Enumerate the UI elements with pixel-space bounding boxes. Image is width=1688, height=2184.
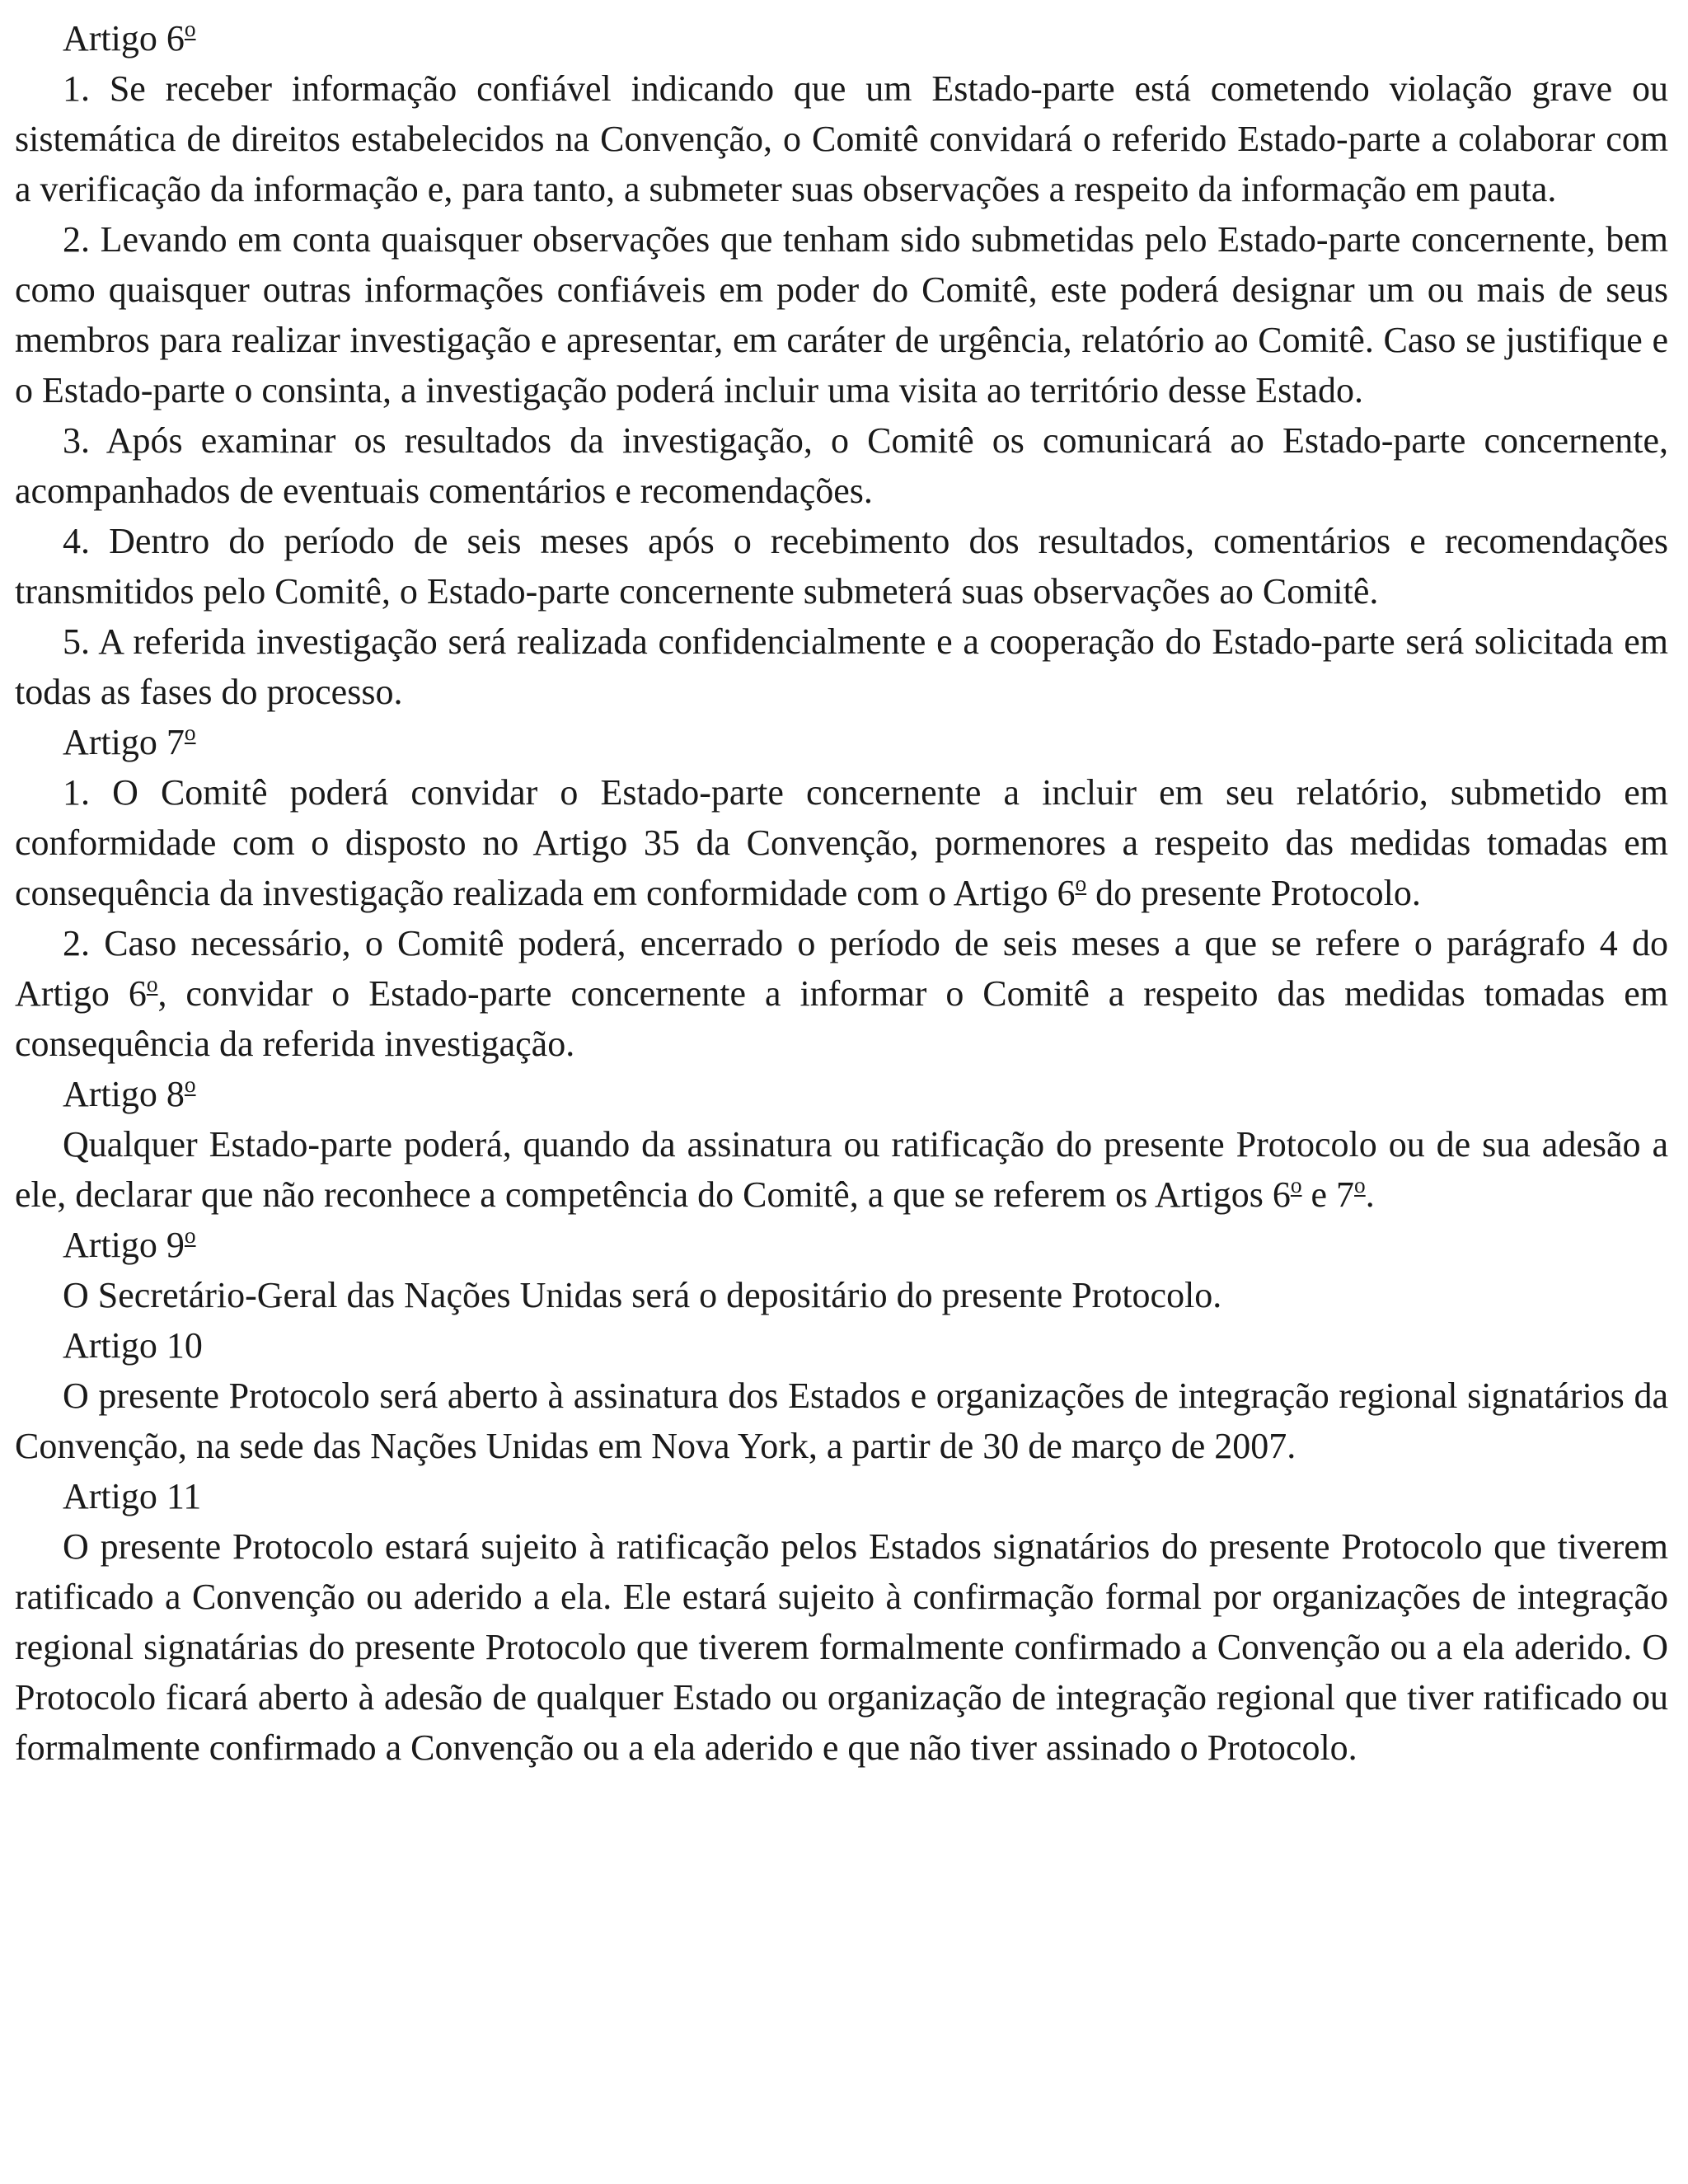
article-8-paragraph-1: Qualquer Estado-parte poderá, quando da assinatura ou ratificação do presente Protocolo ou de sua adesão a ele, declarar que não reconhece a competência do Comitê, a que se referem os Artigos 6$^o$ e 7$^o$. xyxy=(15,1124,1668,1215)
document-page xyxy=(15,13,1668,1773)
article-10-heading: Artigo 10 xyxy=(63,1325,203,1366)
article-7-paragraph-2: 2. Caso necessário, o Comitê poderá, encerrado o período de seis meses a que se refere o parágrafo 4 do Artigo 6$^o$, convidar o Estado-parte concernente a informar o Comitê a respeito das medidas tomadas em consequência da referida investigação. xyxy=(15,923,1668,1064)
article-6-paragraph-5: 5. A referida investigação será realizada confidencialmente e a cooperação do Estado-parte será solicitada em todas as fases do processo. xyxy=(15,621,1668,712)
article-6-paragraph-2: 2. Levando em conta quaisquer observações que tenham sido submetidas pelo Estado-parte concernente, bem como quaisquer outras informações confiáveis em poder do Comitê, este poderá designar um ou mais de seus membros para realizar investigação e apresentar, em caráter de urgência, relatório ao Comitê. Caso se justifique e o Estado-parte o consinta, a investigação poderá incluir uma visita ao território desse Estado. xyxy=(15,219,1668,410)
ordinal-indicator: o xyxy=(1354,1173,1366,1198)
ordinal-indicator: o xyxy=(1290,1173,1302,1198)
article-10-paragraph-1: O presente Protocolo será aberto à assinatura dos Estados e organizações de integração regional signatários da Convenção, na sede das Nações Unidas em Nova York, a partir de 30 de março de 2007. xyxy=(15,1376,1668,1466)
article-9-heading: Artigo 9$^o$ xyxy=(63,1223,196,1265)
article-6-heading: Artigo 6$^o$ xyxy=(63,16,196,59)
article-9-paragraph-1: O Secretário-Geral das Nações Unidas será o depositário do presente Protocolo. xyxy=(63,1275,1222,1315)
ordinal-indicator: o xyxy=(184,1223,196,1249)
article-6-paragraph-1: 1. Se receber informação confiável indicando que um Estado-parte está cometendo violação grave ou sistemática de direitos estabelecidos na Convenção, o Comitê convidará o referido Estado-parte a colaborar com a verificação da informação e, para tanto, a submeter suas observações a respeito da informação em pauta. xyxy=(15,68,1668,209)
article-6-paragraph-4: 4. Dentro do período de seis meses após o recebimento dos resultados, comentários e recomendações transmitidos pelo Comitê, o Estado-parte concernente submeterá suas observações ao Comitê. xyxy=(15,521,1668,612)
article-8-heading: Artigo 8$^o$ xyxy=(63,1072,196,1114)
ordinal-indicator: o xyxy=(184,16,196,42)
article-7-heading: Artigo 7$^o$ xyxy=(63,720,196,762)
ordinal-indicator: o xyxy=(146,972,158,997)
article-11-heading: Artigo 11 xyxy=(63,1476,202,1516)
article-7-paragraph-1: 1. O Comitê poderá convidar o Estado-parte concernente a incluir em seu relatório, submetido em conformidade com o disposto no Artigo 35 da Convenção, pormenores a respeito das medidas tomadas em consequência da investigação realizada em conformidade com o Artigo 6$^o$ do presente Protocolo. xyxy=(15,772,1668,913)
ordinal-indicator: o xyxy=(184,720,196,746)
ordinal-indicator: o xyxy=(1075,871,1087,897)
article-11-paragraph-1: O presente Protocolo estará sujeito à ratificação pelos Estados signatários do presente Protocolo que tiverem ratificado a Convenção ou aderido a ela. Ele estará sujeito à confirmação formal por organizações de integração regional signatárias do presente Protocolo que tiverem formalmente confirmado a Convenção ou a ela aderido. O Protocolo ficará aberto à adesão de qualquer Estado ou organização de integração regional que tiver ratificado ou formalmente confirmado a Convenção ou a ela aderido e que não tiver assinado o Protocolo. xyxy=(15,1526,1668,1768)
article-6-paragraph-3: 3. Após examinar os resultados da investigação, o Comitê os comunicará ao Estado-parte concernente, acompanhados de eventuais comentários e recomendações. xyxy=(15,420,1668,511)
ordinal-indicator: o xyxy=(184,1072,196,1098)
